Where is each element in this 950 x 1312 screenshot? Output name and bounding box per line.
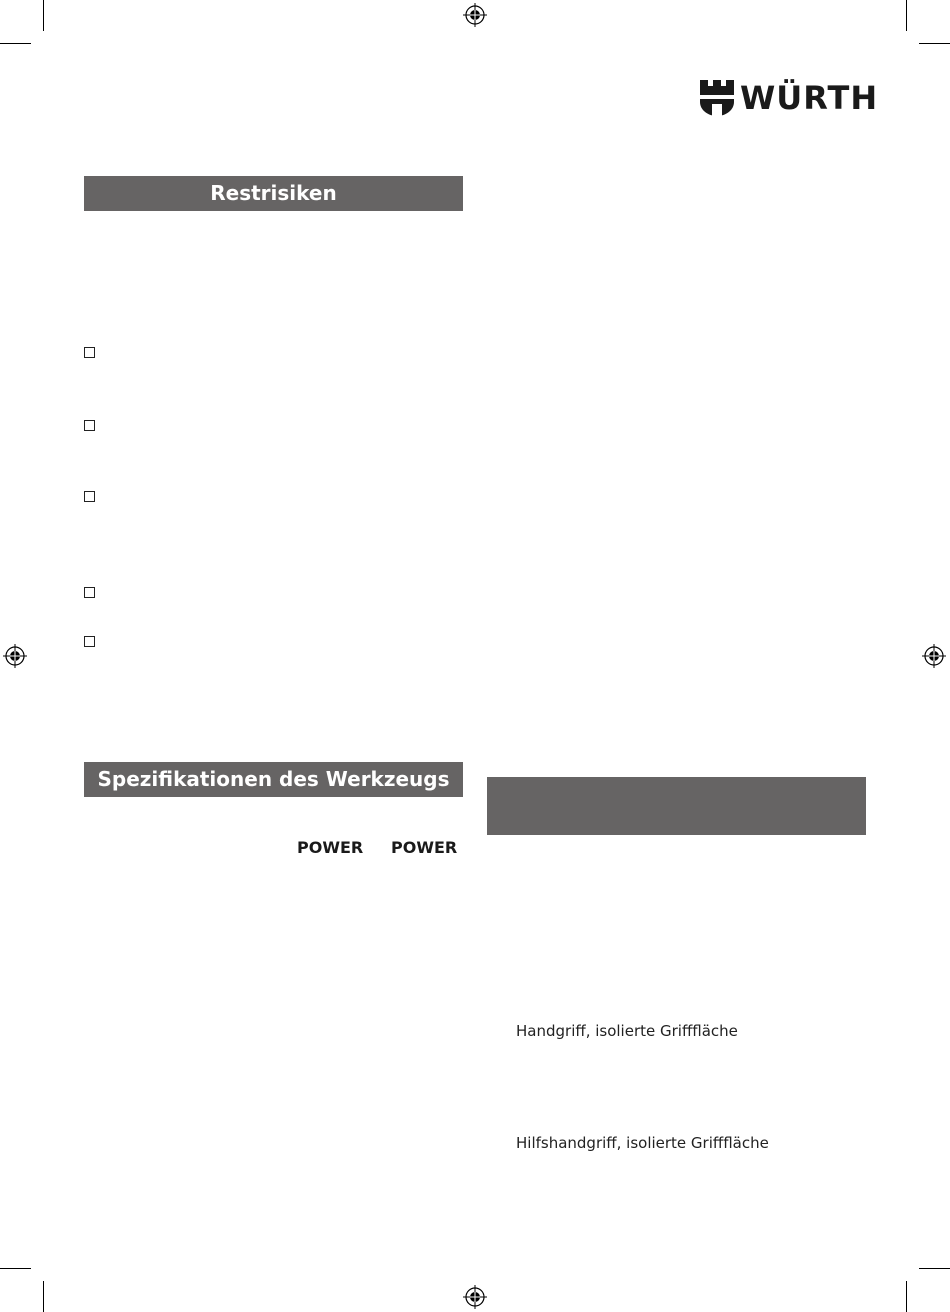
component-label-auxiliary-handle: Hilfshandgriff, isolierte Grifffläche bbox=[516, 1134, 769, 1152]
crop-mark-bottom-right-horizontal bbox=[919, 1268, 950, 1269]
registration-mark-icon bbox=[463, 3, 487, 27]
component-label-handle: Handgriff, isolierte Grifffläche bbox=[516, 1022, 738, 1040]
registration-mark-icon bbox=[922, 644, 946, 668]
checkbox-icon bbox=[84, 587, 95, 598]
right-column-heading-bar bbox=[487, 777, 866, 835]
crop-mark-top-right-horizontal bbox=[919, 43, 950, 44]
spec-column-header: POWER bbox=[297, 838, 364, 857]
crop-mark-bottom-right-vertical bbox=[906, 1281, 907, 1312]
brand-logo bbox=[700, 80, 878, 116]
checkbox-icon bbox=[84, 347, 95, 358]
crop-mark-bottom-left-horizontal bbox=[0, 1268, 31, 1269]
checkbox-icon bbox=[84, 420, 95, 431]
crop-mark-top-left-horizontal bbox=[0, 43, 31, 44]
residual-risks-heading: Restrisiken bbox=[84, 176, 463, 211]
tool-specs-heading: Spezifikationen des Werkzeugs bbox=[84, 762, 463, 797]
registration-mark-icon bbox=[463, 1285, 487, 1309]
registration-mark-icon bbox=[3, 644, 27, 668]
crop-mark-top-right-vertical bbox=[906, 0, 907, 31]
crop-mark-bottom-left-vertical bbox=[43, 1281, 44, 1312]
checkbox-icon bbox=[84, 636, 95, 647]
spec-column-header: POWER bbox=[391, 838, 458, 857]
checkbox-icon bbox=[84, 491, 95, 502]
wurth-tower-icon bbox=[700, 80, 734, 116]
crop-mark-top-left-vertical bbox=[43, 0, 44, 31]
brand-name: WÜRTH bbox=[740, 79, 879, 117]
